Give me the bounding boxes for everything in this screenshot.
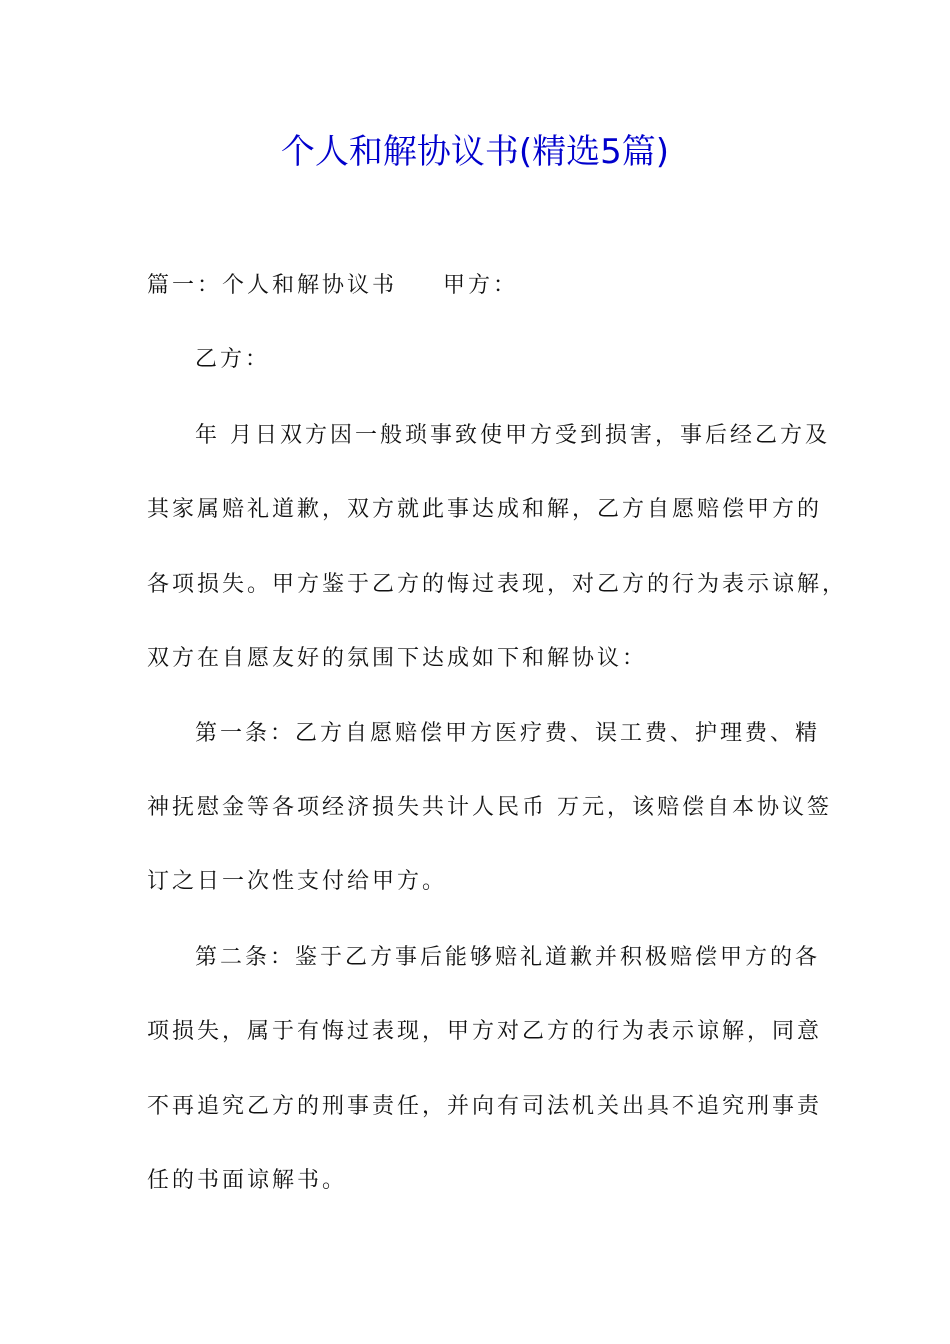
party-b-label: 乙方： [195,347,271,372]
article-one-line: 第一条：乙方自愿赔偿甲方医疗费、误工费、护理费、精 [195,721,821,746]
document-title: 个人和解协议书(精选5篇) [280,132,670,172]
paragraph-line: 各项损失。甲方鉴于乙方的悔过表现，对乙方的行为表示谅解， [147,572,848,597]
paragraph-line: 年 月日双方因一般琐事致使甲方受到损害，事后经乙方及 [195,423,830,448]
article-two-line: 任的书面谅解书。 [147,1168,348,1193]
article-two-line: 第二条：鉴于乙方事后能够赔礼道歉并积极赔偿甲方的各 [195,945,821,970]
paragraph-line: 双方在自愿友好的氛围下达成如下和解协议： [147,646,648,671]
article-two-line: 项损失，属于有悔过表现，甲方对乙方的行为表示谅解，同意 [147,1019,823,1044]
section-heading-line [147,270,518,302]
article-one-line: 订之日一次性支付给甲方。 [147,869,448,894]
article-one-line: 神抚慰金等各项经济损失共计人民币 万元，该赔偿自本协议签 [147,795,832,820]
article-two-line: 不再追究乙方的刑事责任，并向有司法机关出具不追究刑事责 [147,1094,823,1119]
paragraph-line: 其家属赔礼道歉，双方就此事达成和解，乙方自愿赔偿甲方的 [147,497,823,522]
section-heading: 篇一：个人和解协议书 [147,273,398,298]
party-a-label: 甲方： [443,273,519,298]
